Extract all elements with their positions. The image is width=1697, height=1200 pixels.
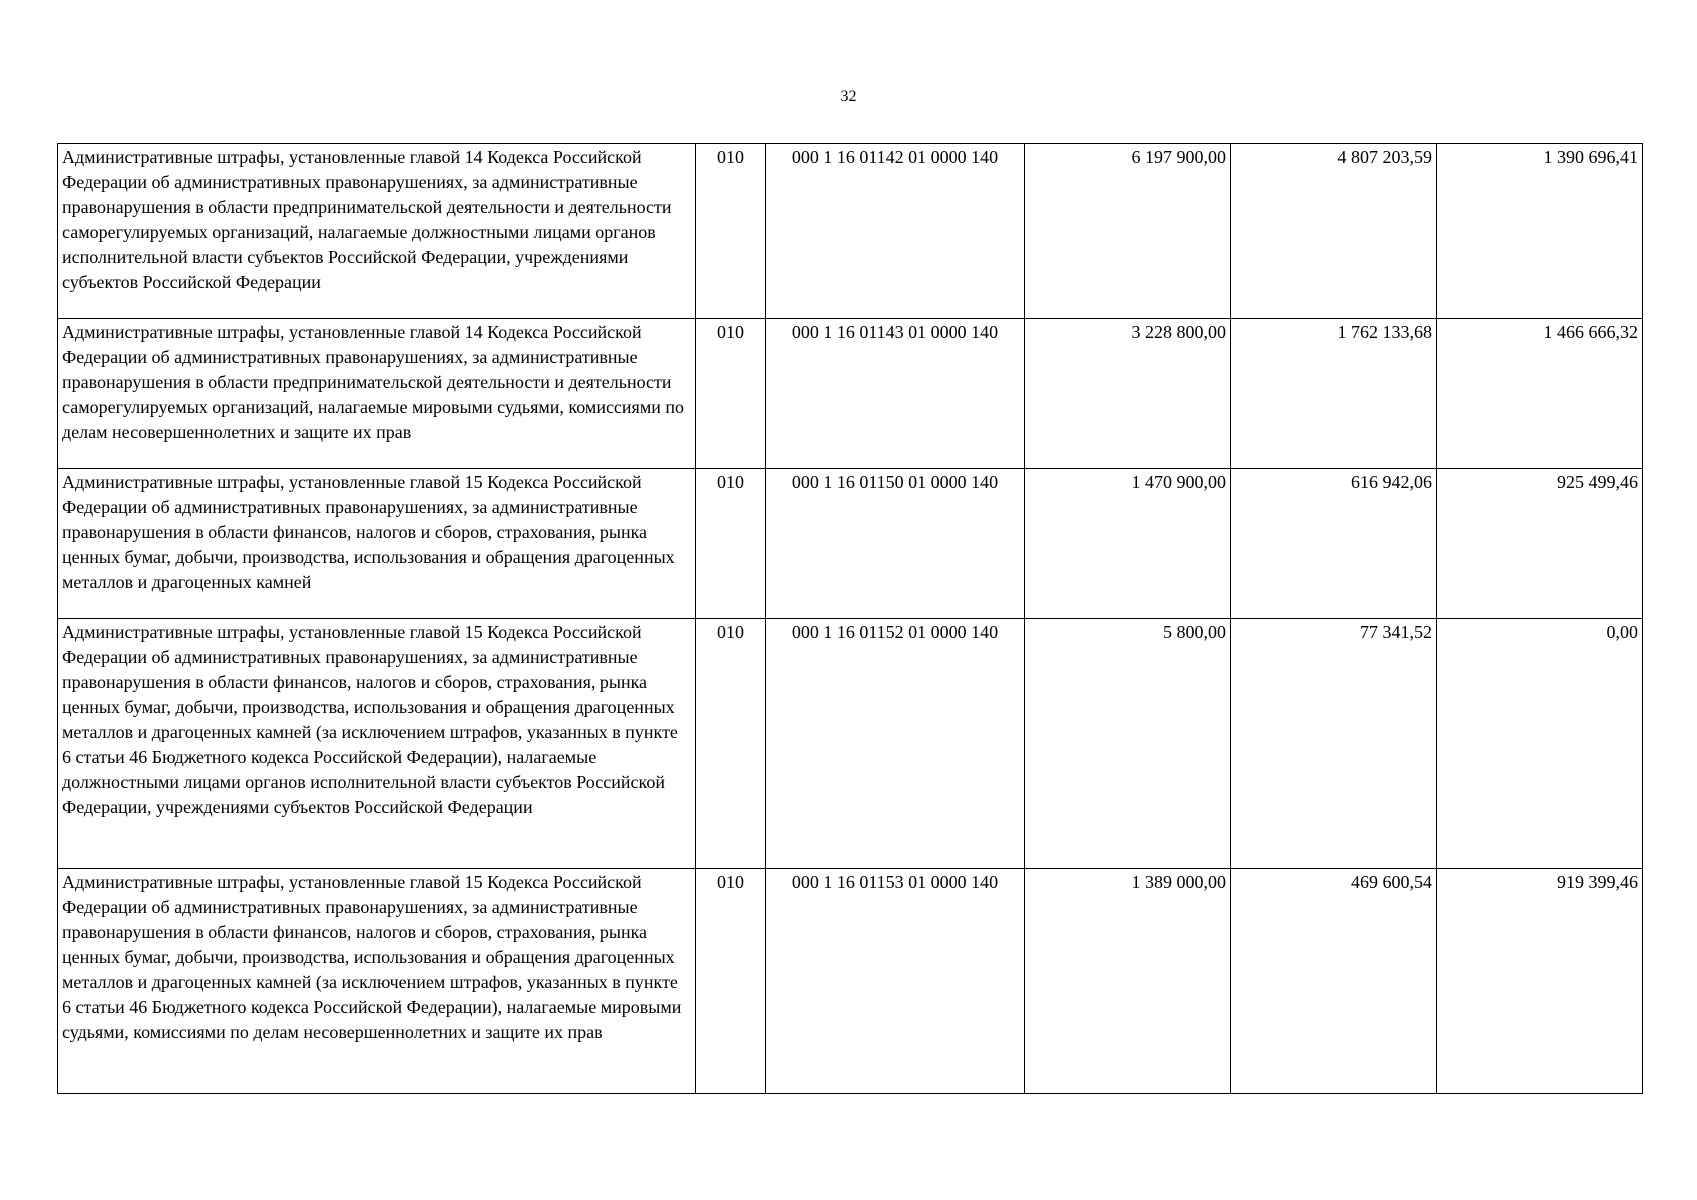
unexecuted-amount-cell: 925 499,46 (1437, 469, 1643, 619)
admin-code-cell: 010 (696, 469, 766, 619)
income-name-cell: Административные штрафы, установленные главой 15 Кодекса Российской Федерации об административных правонарушениях, за административные правонарушения в области финансов, налогов и сборов, страхования, рынка ценных бумаг, добычи, производства, использования и обращения драгоценных металлов и драгоценных камней (за исключением штрафов, указанных в пункте 6 статьи 46 Бюджетного кодекса Российской Федерации), налагаемые мировыми судьями, комиссиями по делам несовершеннолетних и защите их прав (58, 869, 696, 1094)
unexecuted-amount-cell: 0,00 (1437, 619, 1643, 869)
unexecuted-amount-cell: 1 390 696,41 (1437, 144, 1643, 319)
budget-code-cell: 000 1 16 01152 01 0000 140 (766, 619, 1025, 869)
table-row (58, 319, 1643, 469)
table-row (58, 144, 1643, 319)
executed-amount-cell: 1 762 133,68 (1231, 319, 1437, 469)
approved-amount-cell: 3 228 800,00 (1025, 319, 1231, 469)
table-row (58, 869, 1643, 1094)
admin-code-cell: 010 (696, 319, 766, 469)
approved-amount-cell: 1 470 900,00 (1025, 469, 1231, 619)
approved-amount-cell: 6 197 900,00 (1025, 144, 1231, 319)
budget-code-cell: 000 1 16 01153 01 0000 140 (766, 869, 1025, 1094)
admin-code-cell: 010 (696, 619, 766, 869)
admin-code-cell: 010 (696, 869, 766, 1094)
approved-amount-cell: 1 389 000,00 (1025, 869, 1231, 1094)
unexecuted-amount-cell: 1 466 666,32 (1437, 319, 1643, 469)
page-number: 32 (840, 88, 857, 105)
executed-amount-cell: 4 807 203,59 (1231, 144, 1437, 319)
income-name-cell: Административные штрафы, установленные главой 14 Кодекса Российской Федерации об административных правонарушениях, за административные правонарушения в области предпринимательской деятельности и деятельности саморегулируемых организаций, налагаемые должностными лицами органов исполнительной власти субъектов Российской Федерации, учреждениями субъектов Российской Федерации (58, 144, 696, 319)
executed-amount-cell: 469 600,54 (1231, 869, 1437, 1094)
budget-code-cell: 000 1 16 01150 01 0000 140 (766, 469, 1025, 619)
revenue-table (57, 143, 1643, 1094)
executed-amount-cell: 77 341,52 (1231, 619, 1437, 869)
table-row (58, 619, 1643, 869)
income-name-cell: Административные штрафы, установленные главой 15 Кодекса Российской Федерации об административных правонарушениях, за административные правонарушения в области финансов, налогов и сборов, страхования, рынка ценных бумаг, добычи, производства, использования и обращения драгоценных металлов и драгоценных камней (58, 469, 696, 619)
budget-code-cell: 000 1 16 01143 01 0000 140 (766, 319, 1025, 469)
table-row (58, 469, 1643, 619)
income-name-cell: Административные штрафы, установленные главой 14 Кодекса Российской Федерации об административных правонарушениях, за административные правонарушения в области предпринимательской деятельности и деятельности саморегулируемых организаций, налагаемые мировыми судьями, комиссиями по делам несовершеннолетних и защите их прав (58, 319, 696, 469)
admin-code-cell: 010 (696, 144, 766, 319)
executed-amount-cell: 616 942,06 (1231, 469, 1437, 619)
approved-amount-cell: 5 800,00 (1025, 619, 1231, 869)
unexecuted-amount-cell: 919 399,46 (1437, 869, 1643, 1094)
budget-code-cell: 000 1 16 01142 01 0000 140 (766, 144, 1025, 319)
income-name-cell: Административные штрафы, установленные главой 15 Кодекса Российской Федерации об административных правонарушениях, за административные правонарушения в области финансов, налогов и сборов, страхования, рынка ценных бумаг, добычи, производства, использования и обращения драгоценных металлов и драгоценных камней (за исключением штрафов, указанных в пункте 6 статьи 46 Бюджетного кодекса Российской Федерации), налагаемые должностными лицами органов исполнительной власти субъектов Российской Федерации, учреждениями субъектов Российской Федерации (58, 619, 696, 869)
